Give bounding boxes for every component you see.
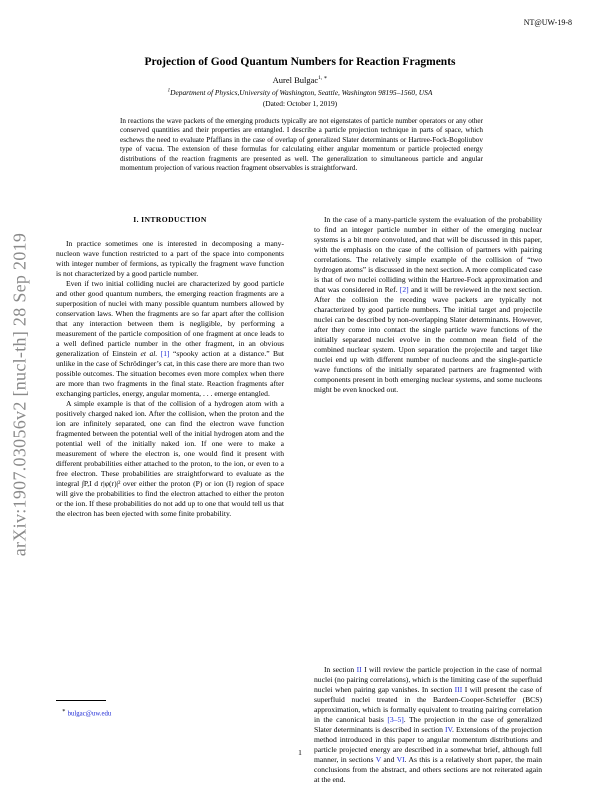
left-column [56, 215, 284, 519]
footnote-mark: ∗ [62, 708, 66, 714]
paragraph: In the case of a many-particle system the evaluation of the probability to find an integer particle number in either of the emerging nuclear systems is a bit more convoluted, and that will be discussed in this paper, with the emphasis on the case of the collision of partners with pairing correlations. The relatively simple example of the collision of “two hydrogen atoms” is discussed in the next section. A more complicated case is that of two nuclei colliding within the Hartree-Fock approximation and that was considered in Ref. [2] and it will be reviewed in the next section. After the collision the receding wave packets are typically not characterized by good particle numbers. The initial target and projectile nuclei can be described by non-overlapping Slater determinants. However, after they come into contact the single particle wave functions of the initially separated nuclei evolve in the common mean field of the combined nuclear system. Upon separation the projectile and target like nuclei end up with different number of nucleons and the single-particle wave functions of the initially separated partners are fragmented with components present in both emerging nuclear systems, and some nucleons might be even knocked out. [314, 215, 542, 394]
citation-link[interactable]: [1] [160, 349, 170, 358]
affiliation-text: Department of Physics,University of Washington, Seattle, Washington 98195–1560, USA [170, 88, 433, 97]
citation-link[interactable]: [2] [399, 285, 409, 294]
section-link-iv[interactable]: IV [445, 725, 453, 734]
right-column [314, 215, 542, 785]
arxiv-stamp: arXiv:1907.03056v2 [nucl-th] 28 Sep 2019 [9, 232, 30, 557]
affiliation [0, 88, 600, 97]
section-link-iii[interactable]: III [454, 685, 463, 694]
paragraph: A simple example is that of the collision of a hydrogen atom with a positively charged naked ion. After the collision, when the proton and the ion are infinitely separated, one can find the electron wave function fragmented between the potential well of the initial hydrogen atom and the potential well of the initially naked ion. If one were to make a measurement of where the electron is, one would find it present with different probabilities either attached to the proton, to the ion, or even to a free electron. These probabilities are straightforward to evaluate as the integral ∫P,I d r|φ(r)|² over either the proton (P) or ion (I) region of space will give the probabilities to find the electron attached to either the proton or the ion. If these probabilities do not add up to one that would tell us that the electron has been ejected with some finite probability. [56, 399, 284, 518]
section-link-v[interactable]: V [375, 755, 382, 764]
paragraph: In section II I will review the particle projection in the case of normal nuclei (no pairing correlations), which is the limiting case of the superfluid nuclei when pairing gap vanishes. In section III I will present the case of superfluid nuclei treated in the Bardeen-Cooper-Schrieffer (BCS) approximation, which is formally equivalent to treating pairing correlation in the canonical basis [3–5]. The projection in the case of generalized Slater determinants is described in section IV. Extensions of the projection method introduced in this paper to angular momentum distributions and particle projected energy are described in a somewhat brief, although full manner, in sections V and VI. As this is a relatively short paper, the main conclusions from the abstract, and others sections are not reiterated again at the end. [314, 665, 542, 784]
abstract: In reactions the wave packets of the emerging products typically are not eigenstates of particle number operators or any other conserved quantities and their properties are entangled. I describe a particle projection technique in parts of space, which eschews the need to evaluate Pfaffians in the case of overlap of generalized Slater determinants or Hartree-Fock-Bogoliubov type of vacua. The extension of these formulas for calculating either angular momentum or particle projected energy distributions of the reaction fragments are presented as well. The generalization to simultaneous particle and angular momentum projection of various reaction fragment observables is straightforward. [120, 117, 483, 173]
author-marks: 1, ∗ [318, 75, 328, 82]
section-heading: I. INTRODUCTION [133, 215, 207, 224]
page-number: 1 [298, 748, 302, 757]
citation-link[interactable]: [3–5] [387, 715, 404, 724]
column-gap [314, 395, 542, 665]
author-name: Aurel Bulgac [272, 75, 319, 85]
footnote [62, 708, 111, 717]
section-link-ii[interactable]: II [356, 665, 362, 674]
email-link[interactable]: bulgac@uw.edu [67, 710, 112, 718]
report-number: NT@UW-19-8 [523, 18, 572, 27]
paragraph: Even if two initial colliding nuclei are characterized by good particle and other good quantum numbers, the emerging reaction fragments are a superposition of nuclei with many possible quantum numbers allowed by conservation laws. When the fragments are so far apart after the collision that any interaction between them is negligible, by performing a measurement of the particle composition of one fragment at once leads to a well defined particle number in the other fragment, in an obvious generalization of Einstein et al. [1] “spooky action at a distance.” But unlike in the case of Schrödinger’s cat, in this case there are more than two possible outcomes. The situation becomes even more complex when there are more than two fragments in the final state. Reaction fragments after exchanging particles, energy, angular momenta, . . . emerge entangled. [56, 279, 285, 398]
author-line [0, 75, 600, 85]
integral-formula: ∫P,I d r|φ(r)|² [81, 479, 121, 488]
section-link-vi[interactable]: VI [396, 755, 405, 764]
affiliation-mark: 1 [167, 88, 171, 94]
paper-title: Projection of Good Quantum Numbers for Reaction Fragments [144, 56, 456, 68]
footnote-rule [56, 700, 106, 701]
paragraph: In practice sometimes one is interested in decomposing a many-nucleon wave function restricted to a part of the space into components with integer number of fermions, as typically the fragment wave function is not characterized by a good particle number. [56, 239, 284, 278]
dated-line: (Dated: October 1, 2019) [262, 99, 338, 108]
